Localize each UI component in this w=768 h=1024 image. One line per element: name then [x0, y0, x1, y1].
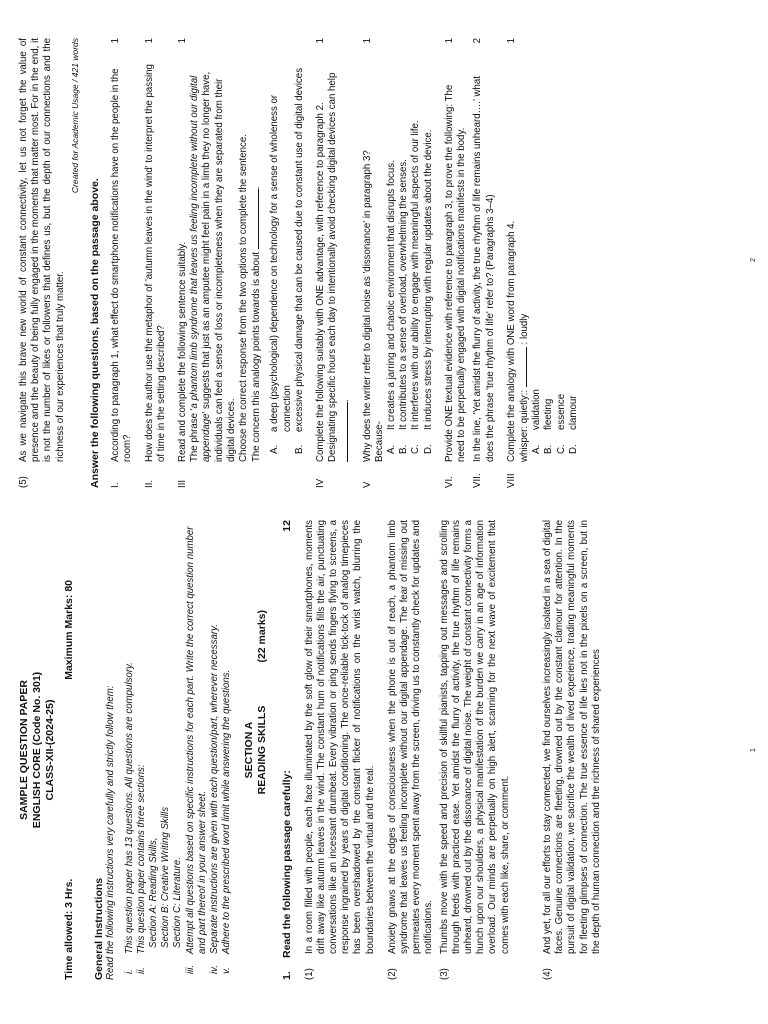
instruction-item: v. Adhere to the prescribed word limit while answering the questions. — [221, 669, 233, 974]
sections-list — [148, 520, 185, 980]
question-vii: VII. In the line, 'Yet amidst the flurry of activity, the true rhythm of life remains unheard….' what does the phrase 'true rhythm of life' refer to? (Paragraphs 3–4) 2 — [472, 38, 496, 488]
question-1-header — [281, 520, 293, 980]
question-marks: 1 — [361, 38, 373, 44]
question-iv: IV Complete the following suitably with ONE advantage, with reference to paragraph 2. Designating specific hours each day to intentionally avoid checking digital devices can help . 1 — [315, 38, 352, 488]
passage-paragraph-3: (3) Thumbs move with the speed and precision of skillful pianists, tapping out messages and scrolling through feeds with practiced ease. Yet amidst the flurry of activity, the true rhythm of life remains unheard, drowned out by the dissonance of digital noise. The weight of constant connectivity forms a hunch upon our shoulders, a physical manifestation of the burden we carry in an age of information overload. Our minds are perpetually on high alert, scanning for the next wave of excitement that comes with each like, share, or comment. — [438, 520, 511, 980]
option-d: D. It induces stress by interrupting with regular updates about the device. — [422, 129, 434, 454]
question-marks: 1 — [143, 38, 155, 44]
section-label: SECTION A — [243, 721, 256, 779]
answer-blank — [250, 189, 259, 249]
maximum-marks: Maximum Marks: 80 — [63, 580, 75, 680]
passage-paragraph-2: (2) Anxiety gnaws at the edges of consciousness when the phone is out of reach, a phantom limb syndrome that leaves us feeling incomplete without our digital appendage. The fear of missing out permeates every moment spent away from the screen, driving us to constantly check for updates and notifications. — [386, 520, 435, 980]
paper-class: CLASS-XII-(2024-25) — [44, 699, 56, 801]
quoted-phrase: a phantom limb syndrome that leaves us feeling incomplete without our digital appendage — [189, 75, 213, 462]
question-viii: VIII Complete the analogy with ONE word from paragraph 4. whisper: quietly:: : loudly A. validation B. fleeting C. essence D. clamour 1 — [505, 38, 579, 488]
answer-heading: Answer the following questions, based on the passage above. — [89, 178, 102, 488]
question-marks: 12 — [281, 520, 294, 532]
option-a: A. validation — [531, 389, 543, 454]
answer-blank — [518, 347, 527, 387]
question-marks: 1 — [177, 38, 189, 44]
option-a: A. It creates a jarring and chaotic environment that disrupts focus. — [386, 160, 398, 454]
option-b: B. fleeting — [543, 398, 555, 454]
instruction-item: iv. Separate instructions are given with each question/part, wherever necessary. — [209, 624, 221, 974]
question-i: I. According to paragraph 1, what effect do smartphone notifications have on the people in the room? 1 — [110, 38, 134, 488]
question-marks: 1 — [315, 38, 327, 44]
question-marks: 2 — [472, 38, 484, 44]
answer-blank — [339, 402, 348, 462]
right-column — [18, 38, 580, 488]
time-allowed: Time allowed: 3 Hrs. — [63, 878, 75, 980]
question-v: V Why does the writer refer to digital noise as 'dissonance' in paragraph 3? Because- A. It creates a jarring and chaotic environment that disrupts focus. B. It contributes to a sense of overload, overwhelming the senses. C. It interferes with our ability to engage with meaningful aspects of our life. D. It induces stress by interrupting with regular updates about the device. 1 — [361, 38, 434, 488]
question-marks: 1 — [110, 38, 122, 44]
section-c-item: Section C: Literature. — [172, 856, 184, 948]
option-b: B. excessive physical damage that can be caused due to constant use of digital devices — [293, 67, 305, 454]
page-number-left: 1 — [750, 748, 757, 752]
section-a-item: Section A: Reading Skills, — [148, 837, 160, 948]
option-b: B. It contributes to a sense of overload, overwhelming the senses. — [398, 159, 410, 454]
instruction-item: iii. Attempt all questions based on specific instructions for each part. Write the correct question number and part thereof in your answer sheet. — [184, 526, 208, 974]
section-marks: (22 marks) — [256, 610, 269, 663]
question-ii: II. How does the author use the metaphor of 'autumn leaves in the wind' to interpret the passing of time in the setting described? 1 — [143, 38, 167, 488]
paper-title-block — [18, 520, 57, 980]
option-a: A. a deep (psychological) dependence on technology for a sense of wholeness or connection — [269, 94, 293, 454]
option-c: C. It interferes with our ability to engage with meaningful aspects of our life. — [410, 120, 422, 454]
question-marks: 1 — [505, 38, 517, 44]
question-vi: VI. Provide ONE textual evidence with reference to paragraph 3, to prove the following: The need to be perpetually engaged with digital notifications manifests in the body. 1 — [443, 38, 468, 488]
question-marks: 1 — [443, 38, 455, 44]
passage-paragraph-4: (4) And yet, for all our efforts to stay connected, we find ourselves increasingly isolated in a sea of digital faces. Genuine connections are fleeting, drowned out by the constant clamour for attention. In the pursuit of digital validation, we sacrifice the wealth of lived experience, trading meaningful moments for fleeting glimpses of connection. The true essence of life lies not in the pixels on a screen, but in the depth of human connection and the richness of shared experiences — [541, 520, 602, 980]
passage-credit: Created for Academic Usage / 421 words — [69, 38, 80, 194]
instructions-intro: Read the following instructions very carefully and strictly follow them: — [105, 685, 117, 980]
section-b-item: Section B: Creative Writing Skills — [160, 806, 172, 948]
left-column — [18, 520, 603, 980]
question-iii: III Read and complete the following sentence suitably. The phrase 'a phantom limb syndrome that leaves us feeling incomplete without our digital appendage' suggests that just as an amputee might feel pain in a limb they no longer have, individuals can feel a sense of loss or incompleteness when they are separated from their digital devices. Choose the correct response from the two options to complete the sentence. The concern this analogy points towards is about . A. a deep (psychological) dependence on technology for a sense of wholeness or connection B. excessive physical damage that can be caused due to constant use of digital devices 1 — [177, 38, 305, 488]
passage-paragraph-5: (5) As we navigate this brave new world of constant connectivity, let us not forget the value of presence and the beauty of being fully engaged in the moments that matter most. For in the end, it is not the number of likes or followers that defines us, but the depth of our connections and the richness of our experiences that truly matter. — [18, 38, 66, 488]
option-d: D. clamour — [567, 395, 579, 454]
instructions-list — [124, 520, 234, 980]
option-c: C. essence — [555, 393, 567, 454]
instruction-item: ii. This question paper contains three sections: — [135, 764, 147, 974]
question-number: 1. — [281, 971, 294, 980]
passage-paragraph-1: (1) In a room filled with people, each face illuminated by the soft glow of their smartphones, moments drift away like autumn leaves in the wind. The constant hum of notifications fills the air, punctuating conversations like an incessant drumbeat. Every vibration or ping sends fingers flying to screens, a response ingrained by years of digital conditioning. The once-reliable tick-tock of analog timepieces has been overshadowed by the constant flicker of notifications on the wrist watch, blurring the boundaries between the virtual and the real. — [303, 520, 376, 980]
instruction-item: i. This question paper has 13 questions. All questions are compulsory. — [123, 662, 135, 974]
time-marks-row — [63, 520, 75, 980]
section-name: READING SKILLS — [256, 705, 269, 795]
section-a-heading — [243, 520, 269, 980]
page-number-right: 2 — [750, 258, 757, 262]
paper-title: SAMPLE QUESTION PAPER — [18, 680, 30, 820]
question-text: Read the following passage carefully: — [281, 770, 294, 958]
paper-subject: ENGLISH CORE (Code No. 301) — [31, 671, 43, 829]
general-instructions-title: General Instructions — [93, 877, 106, 980]
